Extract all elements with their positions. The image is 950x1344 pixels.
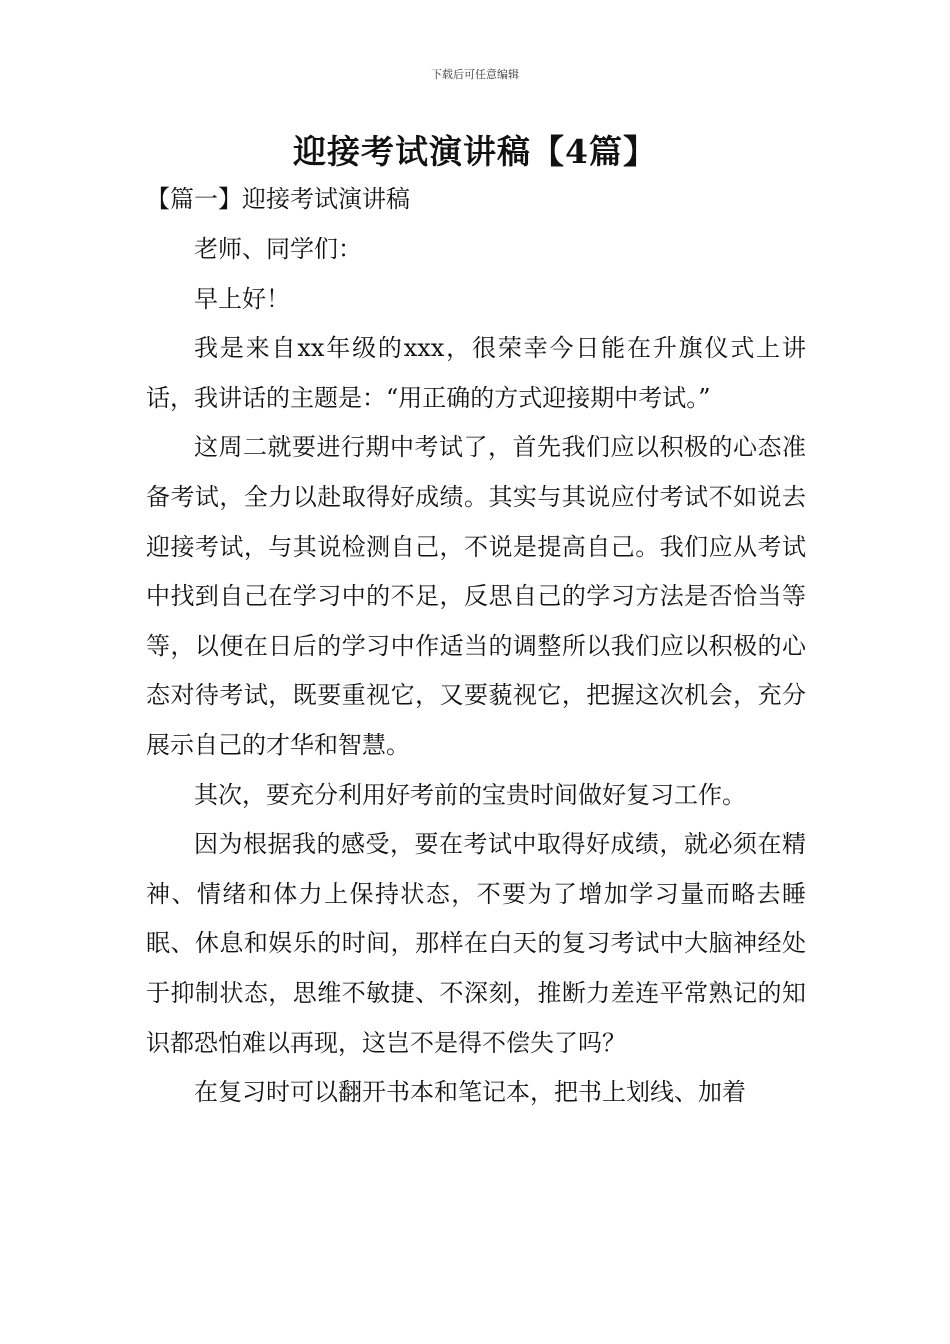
paragraph: 这周二就要进行期中考试了，首先我们应以积极的心态准备考试，全力以赴取得好成绩。其实与其说应付考试不如说去迎接考试，与其说检测自己，不说是提高自己。我们应从考试中找到自己在学习中的不足，反思自己的学习方法是否恰当等等，以便在日后的学习中作适当的调整所以我们应以积极的心态对待考试，既要重视它，又要藐视它，把握这次机会，充分展示自己的才华和智慧。 [146,433,806,759]
section-heading: 【篇一】迎接考试演讲稿 [146,185,410,213]
header-note: 下载后可任意编辑 [431,68,519,81]
paragraph: 在复习时可以翻开书本和笔记本，把书上划线、加着 [194,1078,746,1107]
paragraph: 我是来自xx年级的xxx，很荣幸今日能在升旗仪式上讲话，我讲话的主题是：“用正确的方式迎接期中考试。” [146,334,806,412]
paragraph: 因为根据我的感受，要在考试中取得好成绩，就必须在精神、情绪和体力上保持状态，不要为了增加学习量而略去睡眠、休息和娱乐的时间，那样在白天的复习考试中大脑神经处于抑制状态，思维不敏捷、不深刻，推断力差连平常熟记的知识都恐怕难以再现，这岂不是得不偿失了吗？ [146,830,806,1057]
paragraph: 其次，要充分利用好考前的宝贵时间做好复习工作。 [194,780,746,809]
salutation: 老师、同学们： [194,235,362,263]
document-title: 迎接考试演讲稿【4篇】 [293,132,657,171]
greeting: 早上好！ [194,284,290,313]
body-text [146,225,806,1118]
